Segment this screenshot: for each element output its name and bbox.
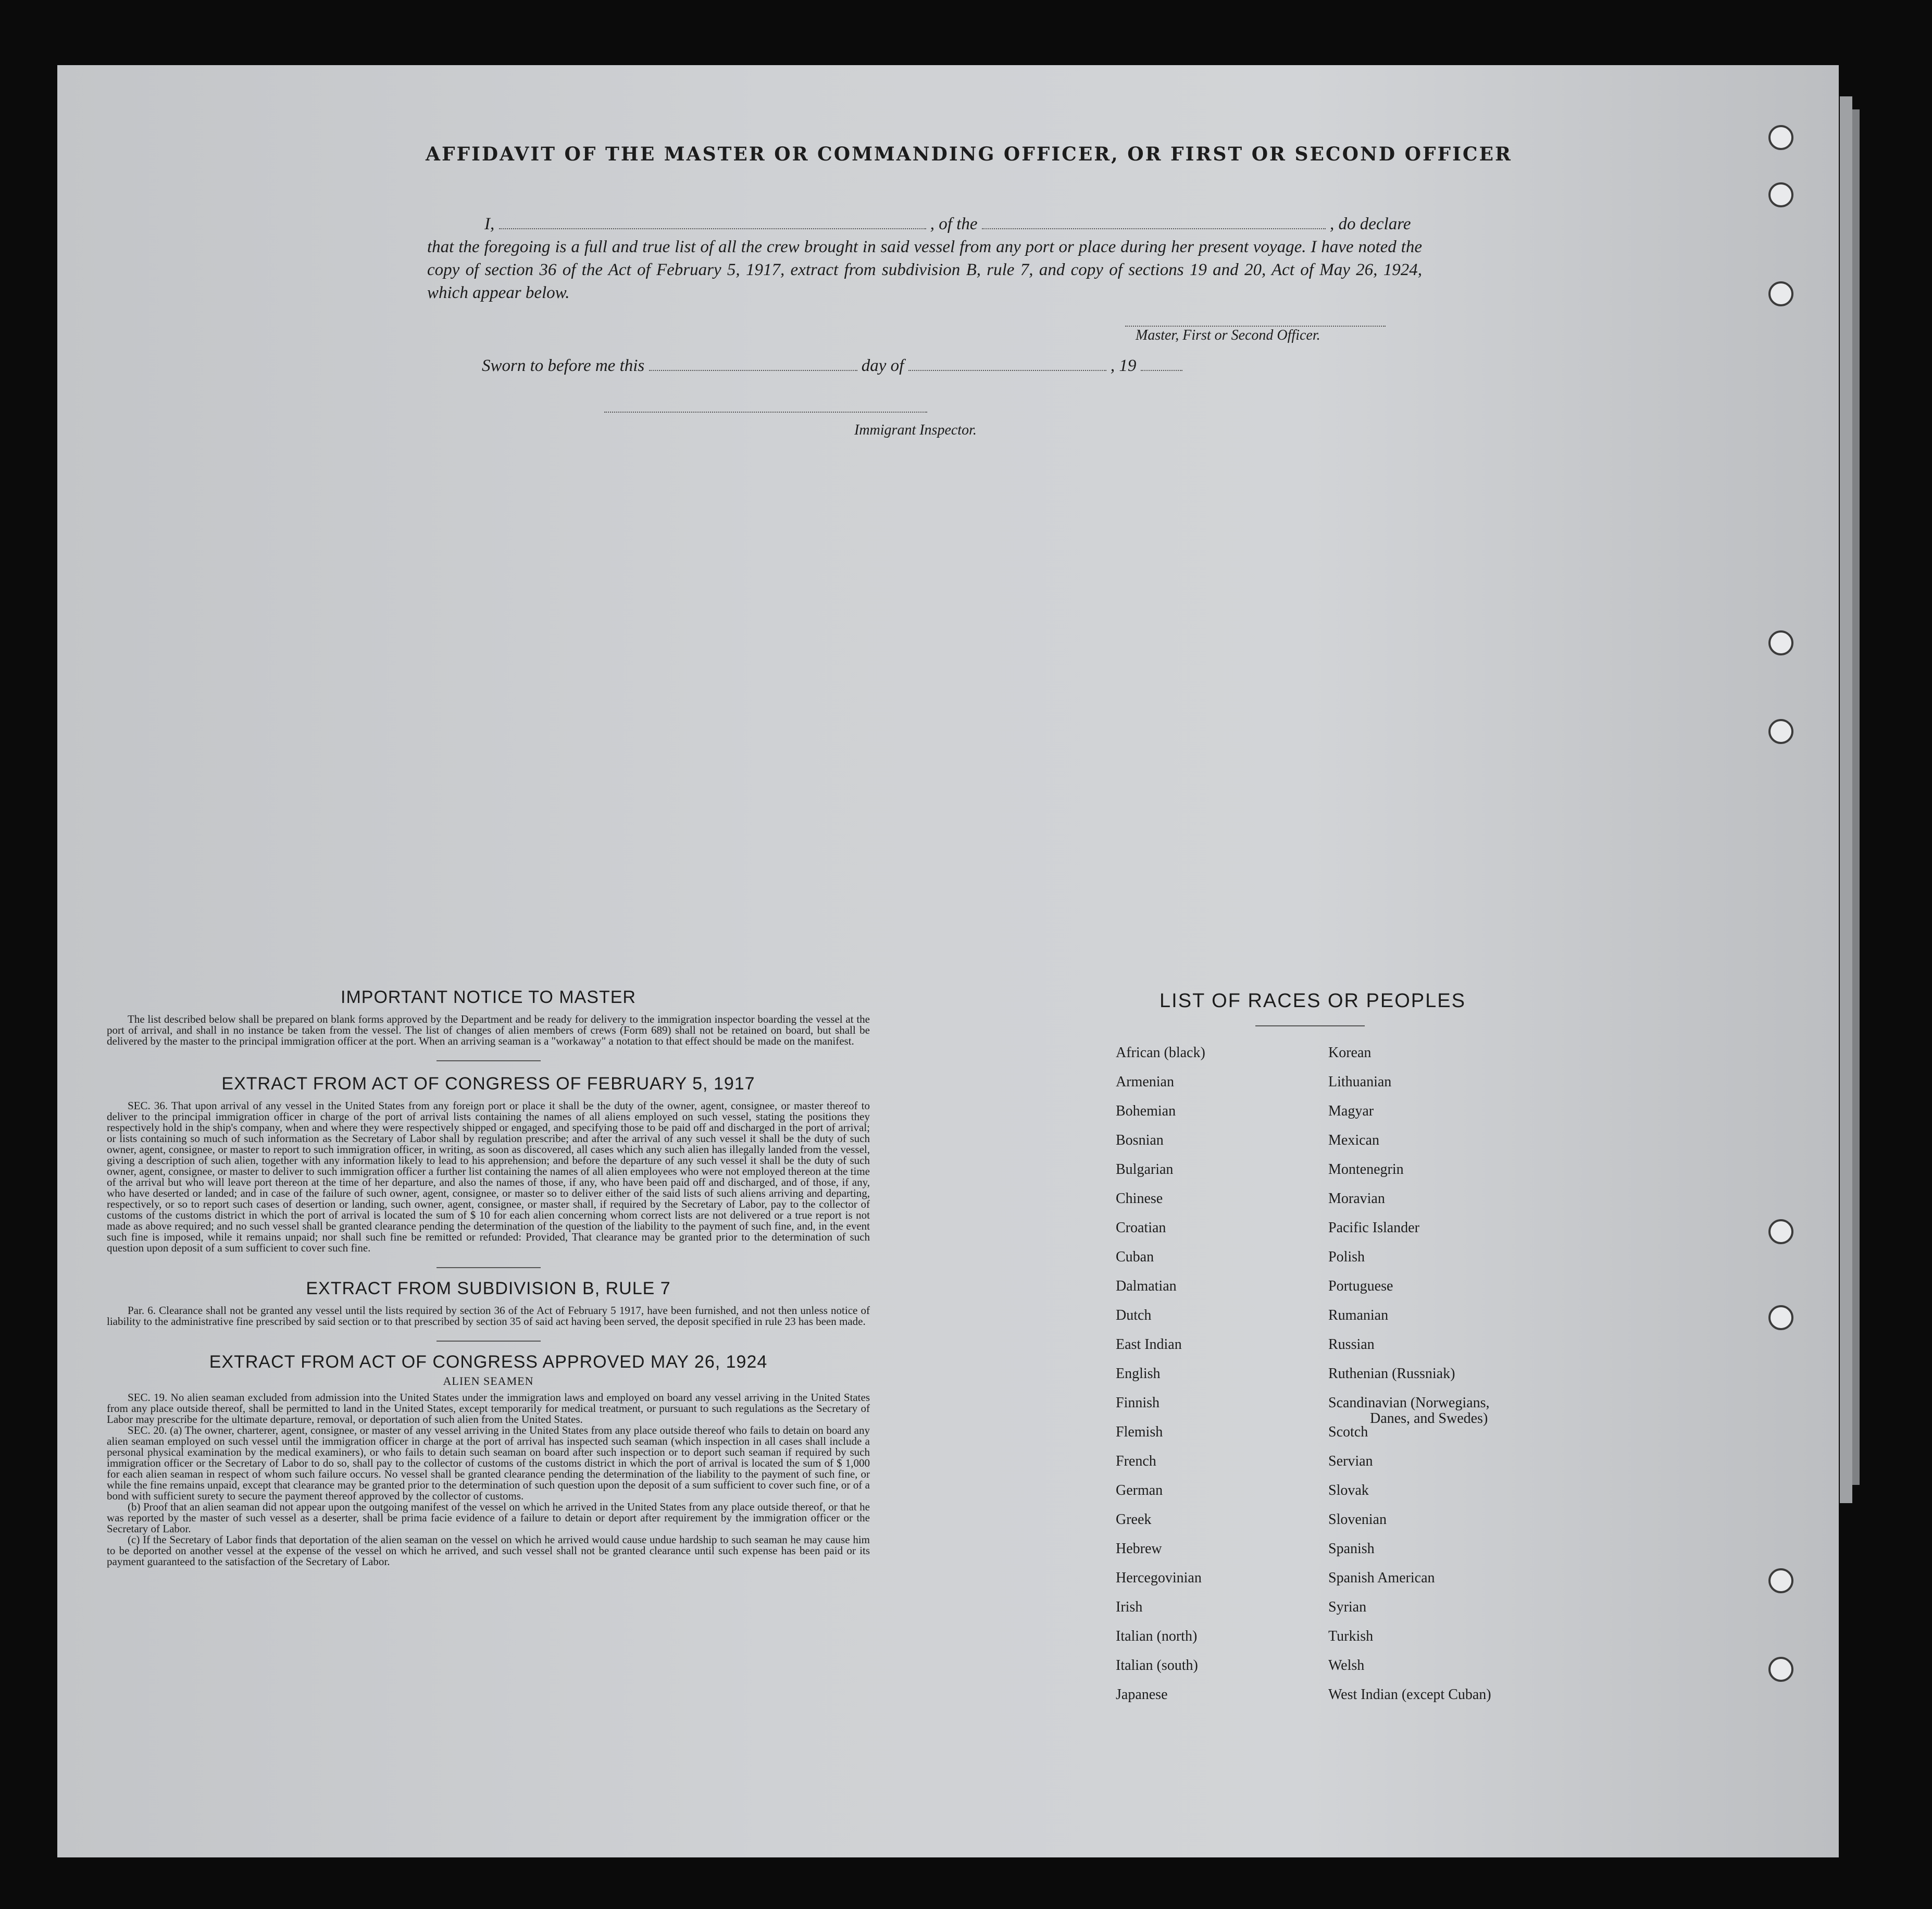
month-blank[interactable]: [908, 355, 1106, 371]
year-label: , 19: [1110, 356, 1137, 375]
master-signature-line[interactable]: [1125, 326, 1386, 327]
master-signature-label: Master, First or Second Officer.: [1136, 327, 1320, 343]
race-item: Hebrew: [1116, 1541, 1162, 1557]
race-item: Syrian: [1328, 1599, 1367, 1615]
race-item: Flemish: [1116, 1424, 1163, 1440]
page-edge: [1840, 96, 1852, 1503]
race-item: Cuban: [1116, 1249, 1154, 1265]
race-item: Korean: [1328, 1045, 1372, 1061]
of-the-label: , of the: [930, 215, 978, 233]
race-item: Greek: [1116, 1511, 1152, 1528]
race-item: West Indian (except Cuban): [1328, 1687, 1491, 1703]
sec20b-text: (b) Proof that an alien seaman did not appear upon the outgoing manifest of the vessel on which he arrived in the United States from any place outside thereof, or that he was reported by the master of such vessel as a deserter, shall be prima facie evidence of a failure to detain or deport after requirement by the immigration officer or the Secretary of Labor.: [107, 1501, 870, 1535]
sworn-line: [482, 355, 1315, 376]
race-item: Spanish: [1328, 1541, 1375, 1557]
inspector-signature-label: Immigrant Inspector.: [854, 422, 977, 438]
divider: [437, 1060, 541, 1061]
race-item: Polish: [1328, 1249, 1365, 1265]
punch-hole: [1768, 630, 1793, 655]
notices-column: [107, 987, 870, 1567]
race-item: Dutch: [1116, 1307, 1152, 1323]
race-item: Croatian: [1116, 1220, 1166, 1236]
divider: [437, 1341, 541, 1342]
race-item: Servian: [1328, 1453, 1373, 1469]
punch-hole: [1768, 1219, 1793, 1244]
race-item: Lithuanian: [1328, 1074, 1392, 1090]
race-item: Italian (south): [1116, 1657, 1198, 1674]
race-item: Rumanian: [1328, 1307, 1389, 1323]
race-item: French: [1116, 1453, 1156, 1469]
race-item: Montenegrin: [1328, 1161, 1404, 1177]
notice-text: The list described below shall be prepared on blank forms approved by the Department and be ready for delivery to the immigration inspector boarding the vessel at the port of arrival, and shall in no instance be taken from the vessel. The list of changes of alien members of crews (Form 689) shall not be retained on board, but shall be delivered by the master to the principal immigration officer at the port. When an arriving seaman is a "workaway" a notation to that effect should be made on the manifest.: [107, 1013, 870, 1047]
race-item: Scotch: [1328, 1424, 1368, 1440]
name-blank[interactable]: [499, 214, 926, 229]
do-declare-label: , do declare: [1329, 215, 1411, 233]
race-item: Welsh: [1328, 1657, 1365, 1674]
race-item: Turkish: [1328, 1628, 1374, 1644]
race-item: Italian (north): [1116, 1628, 1198, 1644]
race-item: Bulgarian: [1116, 1161, 1174, 1177]
races-divider: [1255, 1025, 1365, 1026]
race-item: Slovak: [1328, 1482, 1369, 1498]
race-item: Armenian: [1116, 1074, 1174, 1090]
race-item: Russian: [1328, 1336, 1375, 1353]
race-item: Dalmatian: [1116, 1278, 1177, 1294]
sec20a-text: SEC. 20. (a) The owner, charterer, agent, consignee, or master of any vessel arriving in the United States from any place outside thereof who fails to detain on board any alien seaman employed on such vessel until the immigration officer in charge at the port of arrival has inspected such seaman (which inspection in all cases shall include a personal physical examination by the medical examiners), or who fails to detain such seaman on board after such inspection or to deport such seaman if required by such immigration officer or the Secretary of Labor to do so, shall pay to the collector of customs of the customs district in which the port of arrival is located the sum of $ 1,000 for each alien seaman in respect of whom such failure occurs. No vessel shall be granted clearance pending the determination of the liability to the payment of such fine, or while the fine remains unpaid, except that clearance may be granted prior to the determination of such question upon the deposit of a sum sufficient to cover such fine, or of a bond with sufficient surety to secure the payment thereof approved by the collector of customs.: [107, 1424, 870, 1502]
punch-hole: [1768, 182, 1793, 207]
day-blank[interactable]: [649, 355, 857, 371]
race-item: Slovenian: [1328, 1511, 1387, 1528]
form-sheet: [57, 65, 1839, 1857]
divider: [437, 1267, 541, 1268]
sec20c-text: (c) If the Secretary of Labor finds that deportation of the alien seaman on the vessel on which he arrived would cause undue hardship to such seaman he may cause him to be deported on another vessel at the expense of the vessel on which he arrived, and such vessel shall not be granted clearance until such expense has been paid or its payment guaranteed to the satisfaction of the Secretary of Labor.: [107, 1533, 870, 1568]
race-item: Hercegovinian: [1116, 1570, 1202, 1586]
race-item: Japanese: [1116, 1687, 1168, 1703]
race-item: Pacific Islander: [1328, 1220, 1419, 1236]
alien-seamen-subheading: ALIEN SEAMEN: [443, 1374, 534, 1387]
vessel-blank[interactable]: [982, 214, 1326, 229]
race-item: Scandinavian (Norwegians,: [1328, 1395, 1490, 1411]
affidavit-i-label: I,: [484, 215, 495, 233]
race-item: African (black): [1116, 1045, 1205, 1061]
subdivision-heading: EXTRACT FROM SUBDIVISION B, RULE 7: [306, 1279, 671, 1298]
races-heading: LIST OF RACES OR PEOPLES: [1160, 990, 1466, 1012]
extract-1917-text: SEC. 36. That upon arrival of any vessel in the United States from any foreign port or place it shall be the duty of the owner, agent, consignee, or master thereof to deliver to the principal immigration officer in charge of the port of arrival lists containing the names of all aliens employed on such vessel, stating the positions they respectively hold in the ship's company, when and where they were respectively shipped or engaged, and specifying those to be paid off and discharged in the port of arrival; or lists containing so much of such information as the Secretary of Labor shall by regulation prescribe; and after the arrival of any such vessel it shall be the duty of such owner, agent, consignee, or master to report to such immigration officer, in writing, as soon as discovered, all cases which any such alien has illegally landed from the vessel, giving a description of such alien, together with any information likely to lead to his apprehension; and before the departure of any such vessel it shall be the duty of such owner, agent, consignee, or master to deliver to such immigration officer a further list containing the names of all alien employees who were not employed thereon at the time of the arrival but who will leave port thereon at the time of her departure, and also the names of those, if any, who have been paid off and discharged, and of those, if any, who have deserted or landed; and in case of the failure of such owner, agent, consignee, or master so to deliver either of the said lists of such aliens arriving and departing, respectively, or so to report such cases of desertion or landing, such owner, agent, consignee, or master shall, if required by the Secretary of Labor, pay to the collector of customs of the customs district in which the port of arrival is located the sum of $ 10 for each alien concerning whom correct lists are not delivered or a true report is not made as above required; and no such vessel shall be granted clearance pending the determination of the question of the liability to the payment of such fine, and, in the event such fine is imposed, while it remains unpaid; nor shall such fine be remitted or refunded: Provided, That clearance may be granted prior to the determination of such question upon deposit of a sum sufficient to cover such fine.: [107, 1099, 870, 1254]
extract-1917-heading: EXTRACT FROM ACT OF CONGRESS OF FEBRUARY 5, 1917: [221, 1074, 755, 1094]
punch-hole: [1768, 281, 1793, 306]
race-item: Spanish American: [1328, 1570, 1435, 1586]
punch-hole: [1768, 1657, 1793, 1682]
race-item: Bosnian: [1116, 1132, 1164, 1148]
affidavit-declaration-line: [484, 214, 1422, 234]
year-blank[interactable]: [1141, 355, 1182, 371]
punch-hole: [1768, 1568, 1793, 1593]
race-item: Mexican: [1328, 1132, 1379, 1148]
subdivision-text: Par. 6. Clearance shall not be granted any vessel until the lists required by section 36 of the Act of February 5 1917, have been furnished, and not then unless notice of liability to the administrative fine prescribed by said section or to that prescribed by section 35 of said act having been served, the deposit specified in rule 23 has been made.: [107, 1304, 870, 1328]
race-item: Ruthenian (Russniak): [1328, 1366, 1455, 1382]
race-item: Irish: [1116, 1599, 1143, 1615]
race-item: Bohemian: [1116, 1103, 1176, 1119]
page-edge-shadow: [1852, 109, 1860, 1485]
punch-hole: [1768, 125, 1793, 150]
affidavit-body: that the foregoing is a full and true list of all the crew brought in said vessel from any port or place during her present voyage. I have noted the copy of section 36 of the Act of February 5, 1917, extract from subdivision B, rule 7, and copy of sections 19 and 20, Act of May 26, 1924, which appear below.: [427, 238, 1422, 302]
race-item: German: [1116, 1482, 1163, 1498]
punch-hole: [1768, 1305, 1793, 1330]
race-item: East Indian: [1116, 1336, 1182, 1353]
race-item: Finnish: [1116, 1395, 1160, 1411]
race-item: English: [1116, 1366, 1161, 1382]
notice-heading: IMPORTANT NOTICE TO MASTER: [341, 987, 636, 1007]
punch-hole: [1768, 719, 1793, 744]
inspector-signature-line[interactable]: [604, 412, 927, 413]
sec19-text: SEC. 19. No alien seaman excluded from admission into the United States under the immigration laws and employed on board any vessel arriving in the United States from any place outside thereof, shall be permitted to land in the United States, except temporarily for medical treatment, or pursuant to such regulations as the Secretary of Labor may prescribe for the ultimate departure, removal, or deportation of such alien from the United States.: [107, 1391, 870, 1425]
sworn-label: Sworn to before me this: [482, 356, 645, 375]
extract-1924-heading: EXTRACT FROM ACT OF CONGRESS APPROVED MAY 26, 1924: [209, 1352, 768, 1372]
affidavit-heading: AFFIDAVIT OF THE MASTER OR COMMANDING OFFICER, OR FIRST OR SECOND OFFICER: [426, 143, 1512, 165]
race-item: Moravian: [1328, 1191, 1385, 1207]
day-of-label: day of: [861, 356, 904, 375]
race-item: Magyar: [1328, 1103, 1374, 1119]
race-item: Portuguese: [1328, 1278, 1393, 1294]
race-item: Danes, and Swedes): [1370, 1410, 1488, 1427]
race-item: Chinese: [1116, 1191, 1163, 1207]
